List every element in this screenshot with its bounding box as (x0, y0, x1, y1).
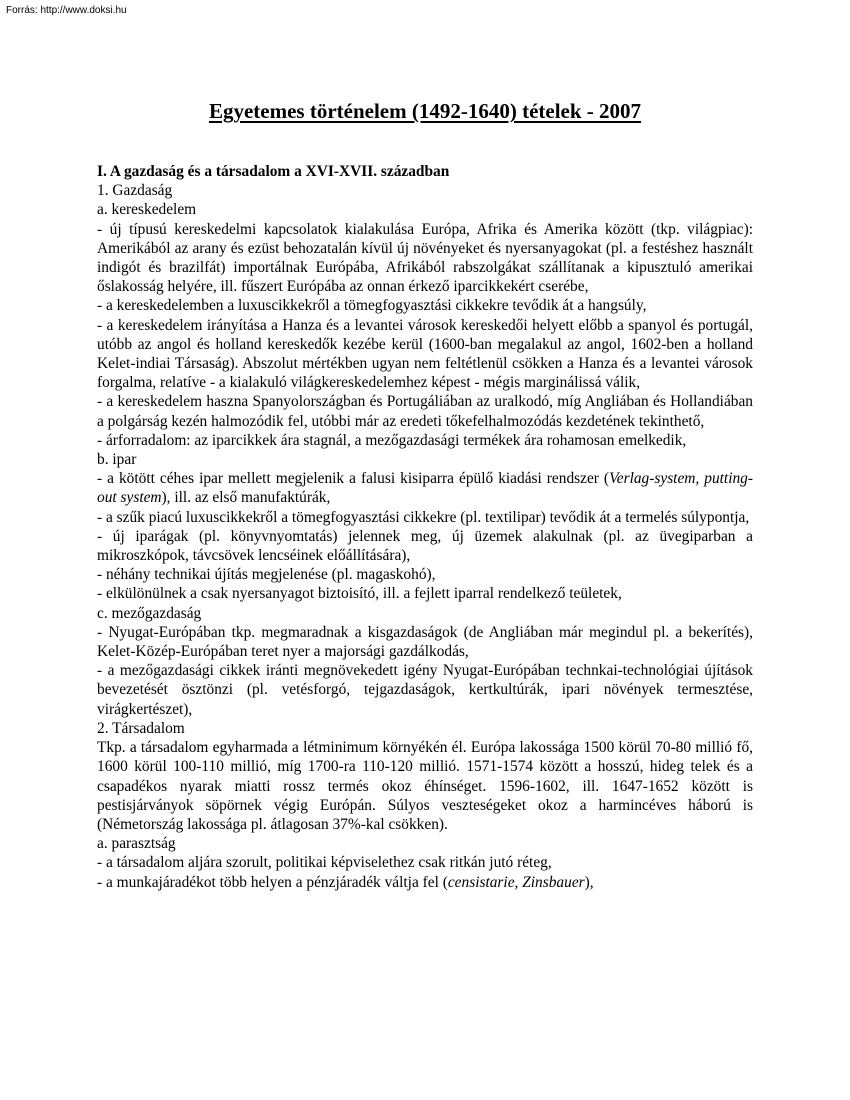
paragraph: - Nyugat-Európában tkp. megmaradnak a kisgazdaságok (de Angliában már megindul pl. a bekerítés), Kelet-Közép-Európában teret nyer a majorsági gazdálkodás, (97, 623, 753, 661)
paragraph: - a kereskedelem haszna Spanyolországban és Portugáliában az uralkodó, míg Angliában és Hollandiában a polgárság kezén halmozódik fel, utóbbi már az eredeti tőkefelhalmozódás kezdetének tekinthető, (97, 393, 753, 430)
paragraph (97, 873, 753, 892)
source-label: Forrás: http://www.doksi.hu (6, 5, 127, 16)
italic-term: Verlag-system, putting-out system (97, 470, 753, 507)
paragraph: - elkülönülnek a csak nyersanyagot biztoisító, ill. a fejlett iparral rendelkező teületek, (97, 585, 622, 603)
paragraph: - új típusú kereskedelmi kapcsolatok kialakulása Európa, Afrika és Amerika között (tkp. világpiac): Amerikából az arany és ezüst behozatalán kívül új növényeket és nyersanyagokat (pl. a festéshez használt indigót és brazilfát) importálnak Európába, Afrikából rabszolgákat szállítanak a kipusztuló amerikai őslakosság helyére, ill. fűszert Európába az onnan érkező iparcikkekért cserébe, (97, 220, 753, 296)
paragraph: - a kereskedelemben a luxuscikkekről a tömegfogyasztási cikkekre tevődik át a hangsúly, (97, 297, 647, 315)
document-body (97, 162, 753, 892)
page-title: Egyetemes történelem (1492-1640) tételek - 2007 (208, 99, 642, 123)
paragraph: - új iparágak (pl. könyvnyomtatás) jelennek meg, új üzemek alakulnak (pl. az üvegiparban a mikroszkópok, távcsövek lencséinek előállítására), (97, 527, 753, 565)
paragraph: - a társadalom aljára szorult, politikai képviselethez csak ritkán jutó réteg, (97, 854, 552, 872)
subheading-parasztsag: a. parasztság (97, 835, 176, 853)
text-run: - a munkajáradékot több helyen a pénzjáradék váltja fel ( (97, 873, 448, 891)
subheading-gazdasag: 1. Gazdaság (97, 182, 173, 200)
text-run: - a kötött céhes ipar mellett megjelenik a falusi kisiparra épülő kiadási rendszer ( (97, 470, 610, 488)
paragraph: - a mezőgazdasági cikkek iránti megnövekedett igény Nyugat-Európában technkai-technológiai újítások bevezetését ösztönzi (pl. vetésforgó, tejgazdaságok, kertkultúrák, ipari növények termesztése, virágkertészet), (97, 662, 753, 718)
section-heading: I. A gazdaság és a társadalom a XVI-XVII. században (97, 163, 450, 180)
paragraph (97, 469, 753, 507)
subheading-kereskedelem: a. kereskedelem (97, 201, 197, 219)
paragraph: - néhány technikai újítás megjelenése (pl. magaskohó), (97, 566, 436, 584)
subheading-tarsadalom: 2. Társadalom (97, 719, 185, 737)
paragraph: - a szűk piacú luxuscikkekről a tömegfogyasztási cikkekre (pl. textilipar) tevődik át a termelés súlypontja, (97, 508, 750, 526)
text-run: ), (584, 873, 594, 891)
text-run: ), ill. az első manufaktúrák, (161, 489, 331, 507)
paragraph: - árforradalom: az iparcikkek ára stagnál, a mezőgazdasági termékek ára rohamosan emelkedik, (97, 431, 687, 449)
subheading-ipar: b. ipar (97, 451, 137, 469)
italic-term: censistarie, Zinsbauer (447, 873, 585, 891)
paragraph: - a kereskedelem irányítása a Hanza és a levantei városok kereskedői helyett előbb a spanyol és portugál, utóbb az angol és holland kereskedők kezébe kerül (1600-ban megalakul az angol, 1602-ben a holland Kelet-indiai Társaság). Abszolut mértékben ugyan nem feltétlenül csökken a Hanza és a levantei városok forgalma, relatíve - a kialakuló világkereskedelemhez képest - mégis marginálissá válik, (97, 316, 753, 392)
subheading-mezogazdasag: c. mezőgazdaság (97, 604, 202, 622)
paragraph: Tkp. a társadalom egyharmada a létminimum környékén él. Európa lakossága 1500 körül 70-80 millió fő, 1600 körül 100-110 millió, míg 1700-ra 110-120 millió. 1571-1574 között a hosszú, hideg telek és a csapadékos nyarak miatti rossz termés okoz éhínséget. 1596-1602, ill. 1647-1652 között is pestisjárványok söpörnek végig Európán. Súlyos veszteségeket okoz a harmincéves háború is (Németország lakossága pl. átlagosan 37%-kal csökken). (97, 739, 753, 833)
